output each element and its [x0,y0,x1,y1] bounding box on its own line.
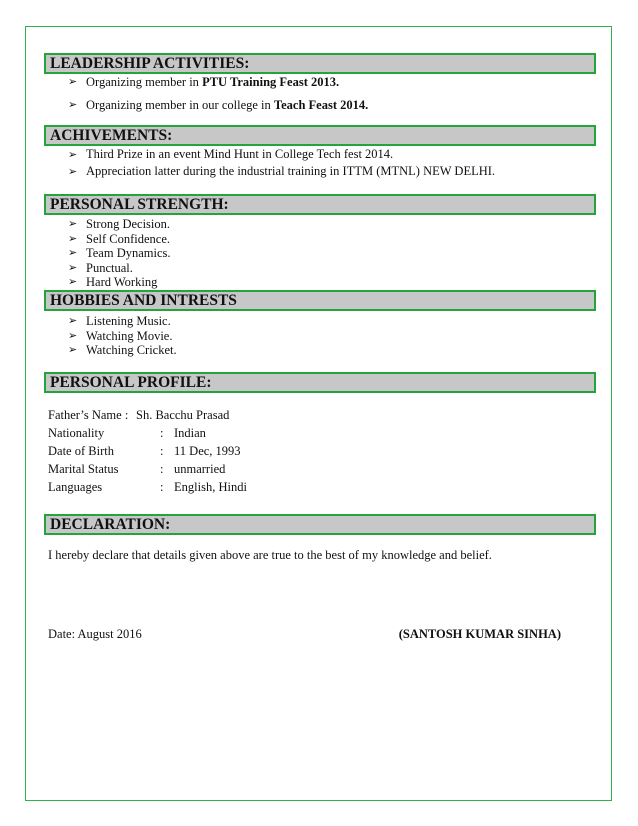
arrowhead-bullet-icon: ➢ [68,231,78,245]
arrowhead-bullet-icon: ➢ [68,165,78,178]
strength-list [68,217,171,290]
section-header-achievements: ACHIVEMENTS: [44,125,596,146]
list-item: ➢ Punctual. [68,260,133,275]
list-item: ➢ Watching Movie. [68,328,173,343]
achievements-list [68,146,495,180]
list-item: ➢ Third Prize in an event Mind Hunt in College Tech fest 2014. [68,147,394,161]
arrowhead-bullet-icon: ➢ [68,217,78,230]
arrowhead-bullet-icon: ➢ [68,314,78,327]
arrowhead-bullet-icon: ➢ [68,246,78,259]
section-header-strength: PERSONAL STRENGTH: [44,194,596,215]
declaration-date: Date: August 2016 [48,627,142,641]
arrowhead-bullet-icon: ➢ [68,148,78,161]
signature-name: (SANTOSH KUMAR SINHA) [398,627,561,641]
leadership-list [68,72,368,115]
section-header-profile: PERSONAL PROFILE: [44,372,596,393]
arrowhead-bullet-icon: ➢ [68,328,78,342]
list-item: ➢ Appreciation latter during the industrial training in ITTM (MTNL) NEW DELHI. [68,164,496,178]
list-item: ➢ Organizing member in our college in Teach Feast 2014. [68,95,368,115]
list-item: ➢ Self Confidence. [68,231,171,246]
hobbies-list [68,314,177,358]
arrowhead-bullet-icon: ➢ [68,275,78,288]
section-header-declaration: DECLARATION: [44,514,596,535]
section-header-leadership: LEADERSHIP ACTIVITIES: [44,53,596,74]
list-item: ➢ Hard Working [68,275,158,289]
section-header-hobbies: HOBBIES AND INTRESTS [44,290,596,311]
list-item: ➢ Team Dynamics. [68,246,171,260]
arrowhead-bullet-icon: ➢ [68,75,78,88]
arrowhead-bullet-icon: ➢ [68,98,78,111]
arrowhead-bullet-icon: ➢ [68,260,78,274]
list-item: ➢ Strong Decision. [68,217,171,231]
declaration-text: I hereby declare that details given above are true to the best of my knowledge and belief. [48,548,492,562]
list-item: ➢ Organizing member in PTU Training Feast 2013. [68,72,368,92]
list-item: ➢ Listening Music. [68,314,171,328]
arrowhead-bullet-icon: ➢ [68,343,78,356]
list-item: ➢ Watching Cricket. [68,343,177,357]
